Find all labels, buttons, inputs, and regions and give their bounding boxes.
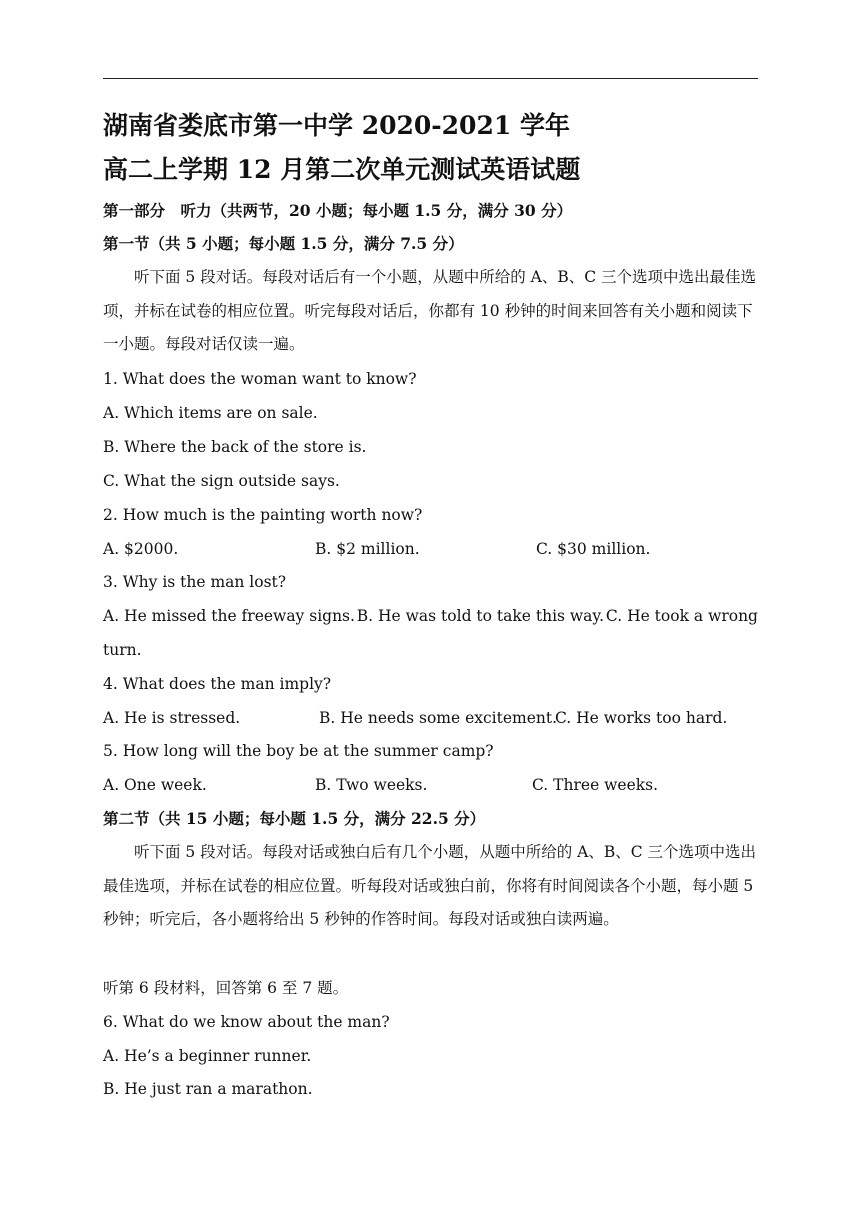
section2-instructions: 听下面 5 段对话。每段对话或独白后有几个小题，从题中所给的 A、B、C 三个选项中选出最佳选项，并标在试卷的相应位置。听每段对话或独白前，你将有时间阅读各个小题，每小题 5 秒钟；听完后，各小题将给出 5 秒钟的作答时间。每段对话或独白读两遍。 (103, 843, 757, 928)
question-6-option-a: A. He’s a beginner runner. (103, 1047, 312, 1065)
section1-instructions: 听下面 5 段对话。每段对话后有一个小题，从题中所给的 A、B、C 三个选项中选出最佳选项，并标在试卷的相应位置。听完每段对话后，你都有 10 秒钟的时间来回答有关小题和阅读下一小题。每段对话仅读一遍。 (103, 268, 757, 353)
question-5-option-a: A. One week. (103, 776, 207, 794)
question-3-option-a: A. He missed the freeway signs. (103, 607, 355, 625)
question-1-option-a: A. Which items are on sale. (103, 404, 318, 422)
section2-heading: 第二节（共 15 小题；每小题 1.5 分，满分 22.5 分） (103, 809, 486, 828)
question-4-stem: 4. What does the man imply? (103, 675, 332, 693)
question-2-option-a: A. $2000. (103, 540, 179, 558)
question-6-stem: 6. What do we know about the man? (103, 1013, 390, 1031)
exam-title-line1: 湖南省娄底市第一中学 2020-2021 学年 (103, 111, 570, 140)
material-6-note: 听第 6 段材料，回答第 6 至 7 题。 (103, 979, 349, 997)
question-4-option-b: B. He needs some excitement. (319, 709, 558, 727)
top-rule (103, 78, 758, 79)
question-1-option-c: C. What the sign outside says. (103, 472, 340, 490)
question-4-option-c: C. He works too hard. (555, 709, 728, 727)
question-1-option-b: B. Where the back of the store is. (103, 438, 367, 456)
question-6-option-b: B. He just ran a marathon. (103, 1080, 313, 1098)
question-5-stem: 5. How long will the boy be at the summer camp? (103, 742, 494, 760)
question-2-option-c: C. $30 million. (536, 540, 651, 558)
exam-title-line2: 高二上学期 12 月第二次单元测试英语试题 (103, 155, 581, 184)
part1-heading: 第一部分 听力（共两节，20 小题；每小题 1.5 分，满分 30 分） (103, 201, 573, 220)
question-4-option-a: A. He is stressed. (103, 709, 241, 727)
question-5-option-b: B. Two weeks. (315, 776, 428, 794)
question-3-stem: 3. Why is the man lost? (103, 573, 287, 591)
question-3-option-c: C. He took a wrong (605, 607, 758, 625)
question-3-option-c-continued: turn. (103, 641, 142, 659)
question-2-option-b: B. $2 million. (315, 540, 420, 558)
question-3-options (103, 606, 758, 626)
question-1-stem: 1. What does the woman want to know? (103, 370, 417, 388)
question-3-option-b: B. He was told to take this way. (356, 607, 605, 625)
question-2-stem: 2. How much is the painting worth now? (103, 506, 423, 524)
question-5-option-c: C. Three weeks. (532, 776, 659, 794)
section1-heading: 第一节（共 5 小题；每小题 1.5 分，满分 7.5 分） (103, 234, 464, 253)
